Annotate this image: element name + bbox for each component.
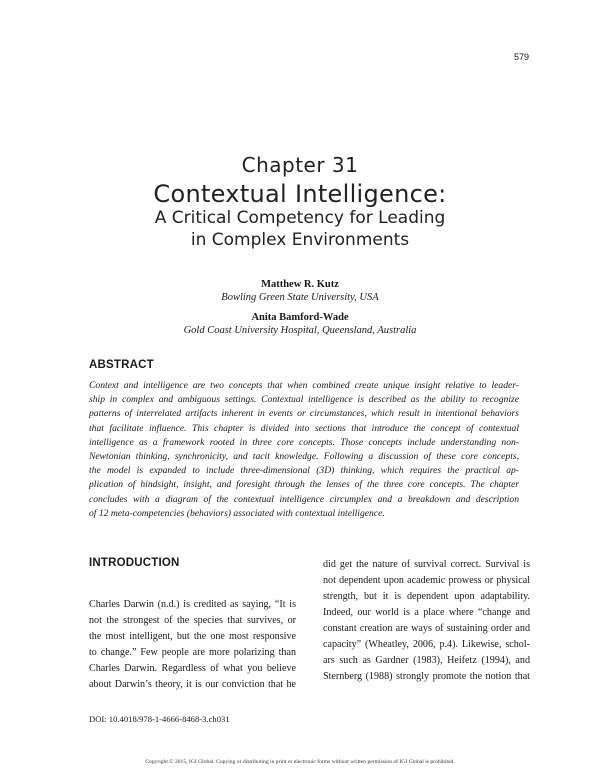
abstract-line: of 12 meta-competencies (behaviors) associated with contextual intelligence. [89, 507, 385, 519]
abstract-line: patterns of interrelated artifacts inherent in events or circumstances, which result in intentional behaviors [89, 408, 519, 420]
body-line: Charles Darwin. Regardless of what you believe [89, 663, 296, 674]
body-line: capacity” (Wheatley, 2006, p.4). Likewise, schol- [323, 639, 530, 650]
abstract-line: Context and intelligence are two concepts that when combined create unique insight relative to leader- [89, 380, 519, 391]
copyright-notice: Copyright © 2015, IGI Global. Copying or distributing in print or electronic forms without written permission of IGI Global is prohibited. [145, 759, 455, 765]
body-line: to change.” Few people are more polarizing than [89, 647, 296, 658]
abstract-line: intelligence as a framework rooted in three core concepts. Those concepts include understanding non- [89, 436, 519, 448]
body-line: the most intelligent, but the one most responsive [89, 631, 296, 642]
introduction-right-column [323, 557, 530, 685]
introduction-heading: INTRODUCTION [89, 557, 180, 569]
abstract-line: that facilitate influence. This chapter is divided into sections that introduce the concept of contextual [89, 422, 519, 434]
page-number: 579 [513, 52, 529, 62]
body-line: constant creation are ways of sustaining order and [323, 623, 530, 634]
author-name-1: Matthew R. Kutz [261, 279, 339, 290]
author-name-2: Anita Bamford-Wade [251, 312, 349, 323]
chapter-label: Chapter 31 [241, 153, 359, 177]
abstract-line: plication of hindsight, insight, and foresight through the lenses of the three core concepts. The chapter [89, 479, 519, 491]
abstract-line: Newtonian thinking, synchronicity, and tacit knowledge. Following a discussion of these core concepts, [89, 451, 519, 463]
author-affiliation-1: Bowling Green State University, USA [221, 292, 379, 303]
doi-text: DOI: 10.4018/978-1-4666-8468-3.ch031 [89, 714, 230, 724]
body-line: about Darwin’s theory, it is our conviction that he [89, 679, 296, 690]
introduction-left-column [89, 597, 296, 693]
body-line: Charles Darwin (n.d.) is credited as saying, “It is [89, 599, 296, 610]
chapter-subtitle-line-1: A Critical Competency for Leading [154, 208, 446, 228]
body-line: ars such as Gardner (1983), Heifetz (1994), and [323, 655, 530, 666]
abstract-line: the model is expanded to include three-dimensional (3D) thinking, which requires the practical ap- [89, 465, 519, 477]
author-affiliation-2: Gold Coast University Hospital, Queensland, Australia [183, 325, 417, 336]
abstract-line: concludes with a diagram of the contextual intelligence circumplex and a breakdown and description [89, 493, 519, 505]
abstract-line: ship in complex and ambiguous settings. Contextual intelligence is described as the ability to recognize [89, 394, 519, 406]
body-line: Sternberg (1988) strongly promote the notion that [323, 671, 530, 682]
abstract-body [89, 379, 519, 521]
chapter-title: Contextual Intelligence: [153, 180, 447, 208]
body-line: not the strongest of the species that survives, or [89, 615, 296, 626]
abstract-heading: ABSTRACT [89, 359, 154, 371]
body-line: did get the nature of survival correct. Survival is [323, 559, 530, 570]
body-line: Indeed, our world is a place where “change and [323, 607, 530, 618]
chapter-subtitle-line-2: in Complex Environments [190, 230, 410, 250]
body-line: strength, but it is dependent upon adaptability. [323, 591, 530, 602]
body-line: not dependent upon academic prowess or physical [323, 575, 530, 586]
